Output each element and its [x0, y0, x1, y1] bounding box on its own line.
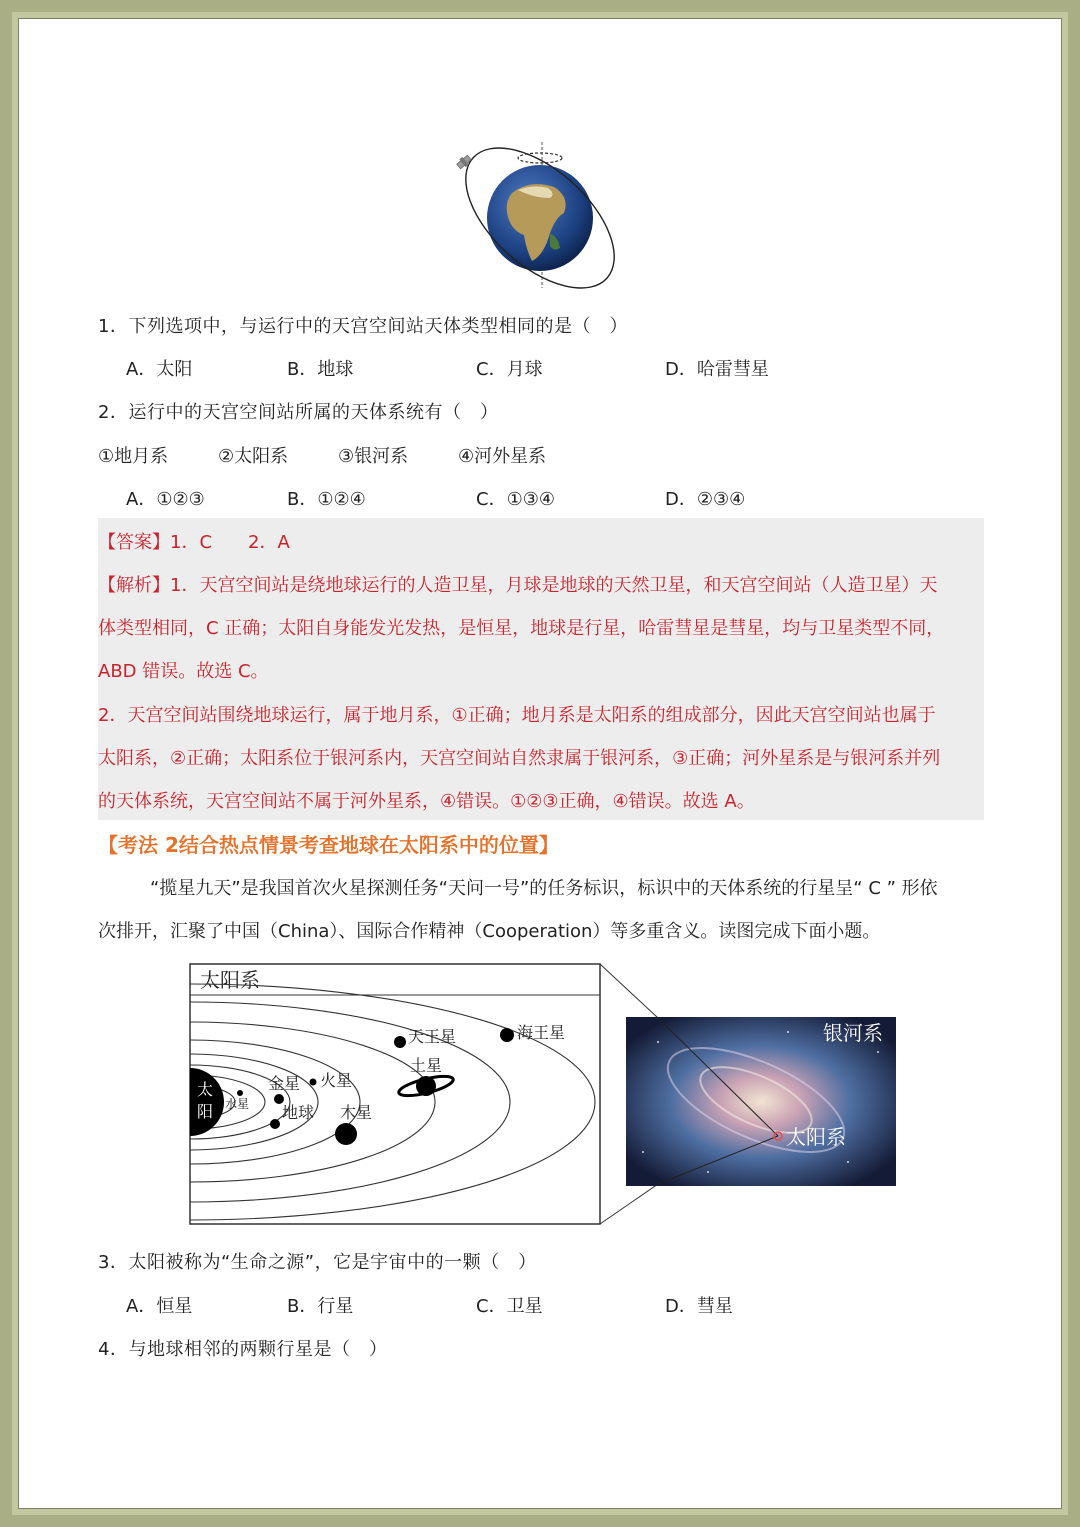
intro-line-2: 次排开，汇聚了中国（China）、国际合作精神（Cooperation）等多重含义。读图完成下面小题。 [98, 921, 881, 942]
jupiter-marker [335, 1123, 357, 1145]
q2-option-d[interactable]: D．②③④ [665, 489, 746, 510]
earth-marker [270, 1119, 280, 1129]
q3-option-d[interactable]: D．彗星 [665, 1296, 733, 1317]
earth-label: 地球 [282, 1103, 315, 1122]
neptune-label: 海王星 [517, 1023, 566, 1042]
venus-label: 金星 [268, 1074, 301, 1093]
q2-item-1: ①地月系 [98, 446, 169, 467]
mars-label: 火星 [320, 1071, 353, 1090]
galaxy-label: 银河系 [823, 1021, 883, 1045]
q2-item-3: ③银河系 [338, 446, 409, 467]
question-3-stem: 3．太阳被称为“生命之源”，它是宇宙中的一颗（ ） [98, 1252, 537, 1273]
saturn-label: 土星 [410, 1056, 443, 1075]
question-2-stem: 2．运行中的天宫空间站所属的天体系统有（ ） [98, 402, 499, 423]
analysis-line-4: 2．天宫空间站围绕地球运行，属于地月系，①正确；地月系是太阳系的组成部分，因此天宫空间站也属于 [98, 705, 936, 726]
q3-option-a[interactable]: A．恒星 [126, 1296, 193, 1317]
mars-marker [310, 1079, 317, 1086]
q3-option-b[interactable]: B．行星 [287, 1296, 354, 1317]
analysis-line-5: 太阳系，②正确；太阳系位于银河系内，天宫空间站自然隶属于银河系，③正确；河外星系是与银河系并列 [98, 748, 941, 769]
mercury-label: 水星 [225, 1097, 250, 1111]
solar-system-position-label: 太阳系 [786, 1125, 846, 1149]
question-1-stem: 1．下列选项中，与运行中的天宫空间站天体类型相同的是（ ） [98, 316, 628, 337]
analysis-line-6: 的天体系统，天宫空间站不属于河外星系，④错误。①②③正确，④错误。故选 A。 [98, 791, 755, 812]
q1-option-b[interactable]: B．地球 [287, 359, 354, 380]
q2-item-2: ②太阳系 [218, 446, 289, 467]
q1-option-c[interactable]: C．月球 [476, 359, 543, 380]
analysis-line-2: 体类型相同，C 正确；太阳自身能发光发热，是恒星，地球是行星，哈雷彗星是彗星，均与卫星类型不同， [98, 618, 945, 639]
q2-option-b[interactable]: B．①②④ [287, 489, 366, 510]
earth-orbit-illustration [450, 138, 635, 290]
intro-line-1: “揽星九天”是我国首次火星探测任务“天问一号”的任务标识，标识中的天体系统的行星呈“ C ” 形依 [150, 878, 938, 899]
answer-line: 【答案】1．C 2．A [98, 532, 290, 553]
q3-option-c[interactable]: C．卫星 [476, 1296, 543, 1317]
analysis-line-3: ABD 错误。故选 C。 [98, 661, 269, 682]
solar-system-title: 太阳系 [200, 968, 260, 992]
q2-option-c[interactable]: C．①③④ [476, 489, 555, 510]
q1-option-d[interactable]: D．哈雷彗星 [665, 359, 769, 380]
section-heading: 【考法 2结合热点情景考查地球在太阳系中的位置】 [98, 833, 559, 857]
q2-item-4: ④河外星系 [458, 446, 547, 467]
q1-option-a[interactable]: A．太阳 [126, 359, 193, 380]
q2-option-a[interactable]: A．①②③ [126, 489, 205, 510]
solar-system-figure [188, 962, 900, 1228]
uranus-label: 天王星 [408, 1027, 457, 1046]
sun-label-2: 阳 [197, 1102, 214, 1121]
question-4-stem: 4．与地球相邻的两颗行星是（ ） [98, 1339, 388, 1360]
analysis-line-1: 【解析】1．天宫空间站是绕地球运行的人造卫星，月球是地球的天然卫星，和天宫空间站（人造卫星）天 [98, 575, 938, 596]
jupiter-label: 木星 [340, 1103, 373, 1122]
mercury-marker [237, 1090, 243, 1096]
neptune-marker [500, 1028, 514, 1042]
sun-label-1: 太 [197, 1080, 214, 1099]
uranus-marker [394, 1036, 406, 1048]
saturn-marker [416, 1076, 436, 1096]
